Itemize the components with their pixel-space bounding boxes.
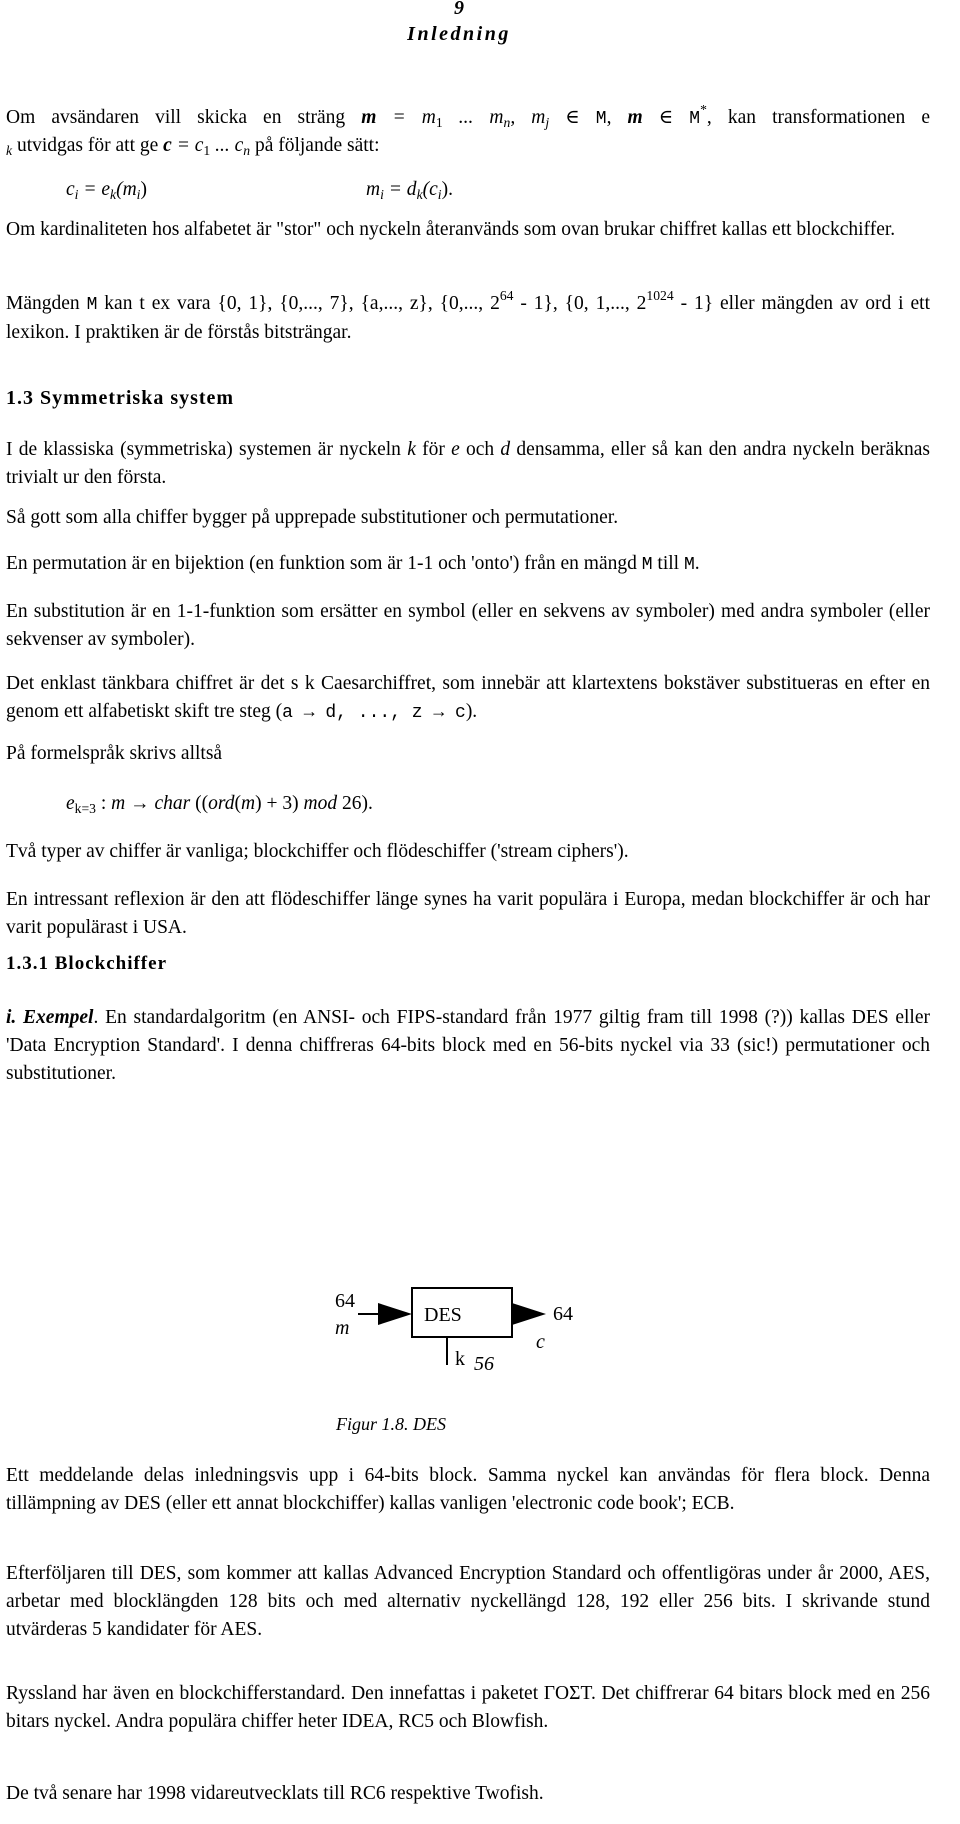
paragraph-string-transform-line2: $_k$ utvidgas för att ge $c = c_1$ ... $c_n$ på följande sätt: bbox=[6, 135, 380, 158]
figure-key-bits: 56 bbox=[474, 1353, 494, 1375]
figure-output-arrow bbox=[512, 1303, 546, 1325]
formula-encrypt: $c_i = e_k(m_i)$ bbox=[66, 179, 147, 202]
section-heading-1-3-1: 1.3.1 Blockchiffer bbox=[6, 953, 168, 974]
figure-key-var: k bbox=[455, 1348, 465, 1370]
paragraph-substitution-permutation: Så gott som alla chiffer bygger på upprepade substitutioner och permutationer. bbox=[6, 507, 619, 528]
page-number: 9 bbox=[454, 0, 464, 19]
paragraph-cardinality: Om kardinaliteten hos alfabetet är "stor" och nyckeln återanvänds som ovan brukar chiffret kallas ett blockchiffer. bbox=[6, 219, 896, 240]
des-figure bbox=[0, 1275, 960, 1415]
paragraph-gost: Ryssland har även en blockchifferstandard. Den innefattas i paketet ΓΟΣΤ. Det chiffrerar 64 bitars block med en 256 bitars nyckel. Andra populära chiffer heter IDEA, RC5 och Blowfish. bbox=[6, 1683, 930, 1732]
paragraph-cipher-types: Två typer av chiffer är vanliga; blockchiffer och flödeschiffer ('stream ciphers'). bbox=[6, 841, 629, 862]
chapter-title: Inledning bbox=[407, 23, 511, 45]
paragraph-set-examples: Mängden M kan t ex vara {0, 1}, {0,..., 7}, {a,..., z}, {0,..., $2^{64} - 1$}, {0, 1,..., $2^{1024} - 1$} eller mängden av ord i ett lexikon. I praktiken är de förstås bitsträngar. bbox=[6, 288, 930, 343]
figure-output-bits: 64 bbox=[553, 1303, 573, 1325]
paragraph-symmetric: I de klassiska (symmetriska) systemen är nyckeln k för e och d densamma, eller så kan den andra nyckeln beräknas trivialt ur den första. bbox=[6, 439, 930, 488]
paragraph-string-transform: Om avsändaren vill skicka en sträng $m = m_1$ ... $m_n$, $m_j$ ∈ M, m ∈ M*, kan transformationen e bbox=[6, 102, 931, 130]
paragraph-ecb: Ett meddelande delas inledningsvis upp i 64-bits block. Samma nyckel kan användas för flera block. Denna tillämpning av DES (eller ett annat blockchiffer) kallas vanligen 'electronic code book'; ECB. bbox=[6, 1465, 930, 1514]
paragraph-reflection: En intressant reflexion är den att flödeschiffer länge synes ha varit populära i Europa, medan blockchiffer är och har varit populärast i USA. bbox=[6, 889, 930, 938]
figure-caption: Figur 1.8. DES bbox=[336, 1414, 446, 1434]
paragraph-des-example: i. Exempel. En standardalgoritm (en ANSI- och FIPS-standard från 1977 giltig fram till 1998 (?)) kallas DES eller 'Data Encryption Standard'. I denna chiffreras 64-bits block med en 56-bits nyckel via 33 (sic!) permutationer och substitutioner. bbox=[6, 1007, 930, 1084]
formula-caesar: $e_{k=3}$ : m → char ((ord(m) + 3) mod 26). bbox=[66, 793, 373, 816]
formula-decrypt: $m_i = d_k(c_i)$. bbox=[366, 179, 453, 202]
paragraph-substitution-definition: En substitution är en 1-1-funktion som ersätter en symbol (eller en sekvens av symboler) med andra symboler (eller sekvenser av symboler). bbox=[6, 601, 930, 650]
paragraph-aes: Efterföljaren till DES, som kommer att kallas Advanced Encryption Standard och offentligöras under år 2000, AES, arbetar med blocklängden 128 bits och med alternativ nyckellängd 128, 192 eller 256 bits. I skrivande stund utvärderas 5 kandidater för AES. bbox=[6, 1563, 930, 1640]
section-heading-1-3: 1.3 Symmetriska system bbox=[6, 387, 235, 409]
figure-box-label: DES bbox=[424, 1304, 462, 1326]
paragraph-formula-intro: På formelspråk skrivs alltså bbox=[6, 743, 223, 764]
paragraph-permutation-definition: En permutation är en bijektion (en funktion som är 1-1 och 'onto') från en mängd M till M. bbox=[6, 553, 700, 575]
paragraph-rc6-twofish: De två senare har 1998 vidareutvecklats till RC6 respektive Twofish. bbox=[6, 1783, 544, 1804]
figure-output-var: c bbox=[536, 1331, 545, 1353]
figure-input-bits: 64 bbox=[335, 1290, 355, 1312]
figure-input-var: m bbox=[335, 1317, 350, 1339]
paragraph-caesar-cipher: Det enklast tänkbara chiffret är det s k Caesarchiffret, som innebär att klartextens bokstäver substitueras en efter en genom ett alfabetiskt skift tre steg (a → d, ..., z → c). bbox=[6, 673, 930, 723]
figure-input-arrow bbox=[378, 1303, 412, 1325]
